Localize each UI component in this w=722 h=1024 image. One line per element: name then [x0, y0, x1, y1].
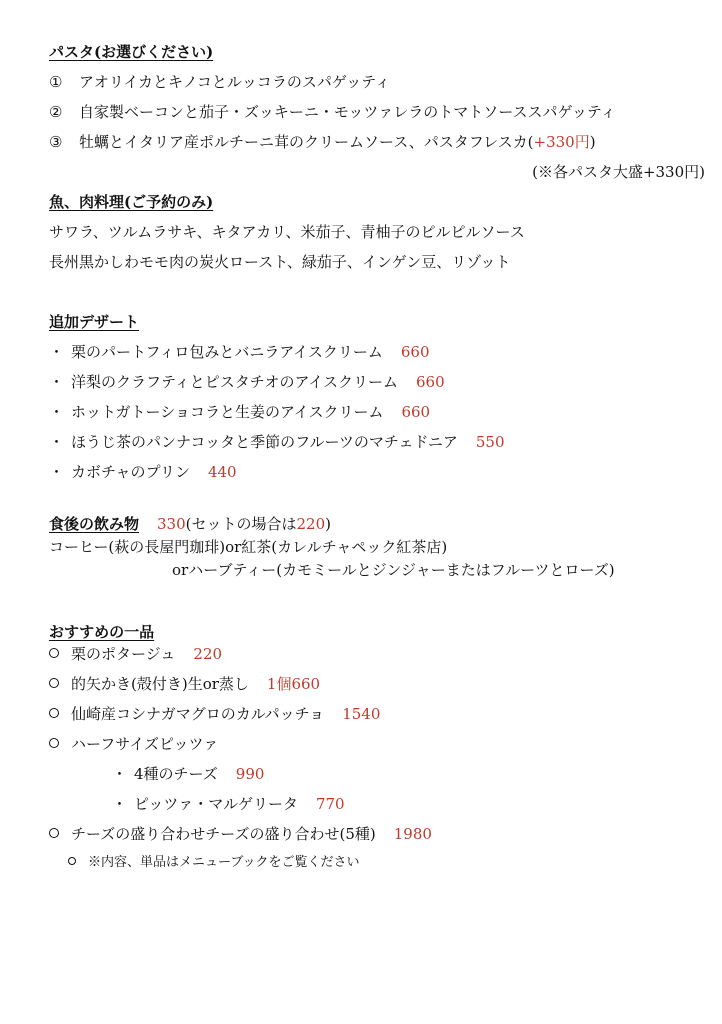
recommend-name: ハーフサイズピッツァ: [71, 735, 219, 753]
drinks-line-1: コーヒー(萩の長屋門珈琲)or紅茶(カレルチャペック紅茶店): [49, 538, 448, 556]
pasta-item-number: ③: [49, 133, 63, 151]
dessert-item: [49, 372, 445, 392]
pizza-item: [112, 794, 345, 814]
recommend-item: [49, 704, 380, 724]
circle-bullet-icon: [49, 708, 59, 718]
pasta-item-text: 牡蠣とイタリア産ポルチーニ茸のクリームソース、パスタフレスカ(: [79, 133, 534, 151]
recommend-price: 1540: [342, 705, 381, 723]
dessert-name: ほうじ茶のパンナコッタと季節のフルーツのマチェドニア: [71, 433, 458, 451]
recommend-item: [49, 674, 320, 694]
dessert-name: 栗のパートフィロ包みとバニラアイスクリーム: [71, 343, 383, 361]
dessert-price: 440: [207, 463, 237, 481]
pasta-item-text: 自家製ベーコンと茄子・ズッキーニ・モッツァレラのトマトソーススパゲッティ: [79, 103, 616, 121]
bullet: ・: [112, 765, 128, 783]
drinks-price: 330: [157, 515, 186, 533]
drinks-heading: 食後の飲み物: [49, 515, 140, 533]
drinks-line-2: orハーブティー(カモミールとジンジャーまたはフルーツとローズ): [172, 561, 615, 579]
recommend-item: [49, 734, 218, 754]
bullet: ・: [112, 795, 128, 813]
dessert-price: 660: [401, 403, 431, 421]
recommend-name: 仙崎産コシナガマグロのカルパッチョ: [71, 705, 325, 723]
dessert-price: 660: [400, 343, 430, 361]
pasta-item-close: ): [589, 133, 596, 151]
pasta-note: (※各パスタ大盛+330円): [532, 163, 705, 181]
pizza-name: 4種のチーズ: [134, 765, 218, 783]
bullet: ・: [49, 433, 65, 451]
dessert-item: [49, 402, 430, 422]
fish-meat-line: 長州黒かしわモモ肉の炭火ロースト、緑茄子、インゲン豆、リゾット: [49, 253, 511, 271]
fish-meat-line: サワラ、ツルムラサキ、キタアカリ、米茄子、青柚子のピルピルソース: [49, 223, 525, 241]
dessert-item: [49, 342, 430, 362]
pizza-name: ピッツァ・マルゲリータ: [134, 795, 298, 813]
recommend-item: [49, 644, 222, 664]
dessert-name: 洋梨のクラフティとピスタチオのアイスクリーム: [71, 373, 399, 391]
recommend-price: 1個660: [266, 675, 321, 693]
circle-bullet-icon: [49, 738, 59, 748]
bullet: ・: [49, 343, 65, 361]
fish-meat-heading: 魚、肉料理(ご予約のみ): [49, 193, 214, 211]
recommend-note-text: ※内容、単品はメニューブックをご覧ください: [88, 855, 360, 870]
recommend-price: 220: [193, 645, 223, 663]
pizza-price: 770: [315, 795, 345, 813]
circle-bullet-icon: [49, 648, 59, 658]
dessert-name: ホットガトーショコラと生姜のアイスクリーム: [71, 403, 384, 421]
circle-bullet-icon: [49, 678, 59, 688]
recommend-name: 栗のポタージュ: [71, 645, 176, 663]
circle-bullet-icon: [68, 857, 76, 865]
pasta-item-1: [49, 72, 390, 92]
pasta-item-price: +330円: [533, 133, 590, 151]
cheese-name: チーズの盛り合わせチーズの盛り合わせ(5種): [71, 825, 376, 843]
dessert-item: [49, 462, 237, 482]
pizza-item: [112, 764, 264, 784]
dessert-name: カボチャのプリン: [71, 463, 190, 481]
recommend-name: 的矢かき(殻付き)生or蒸し: [71, 675, 249, 693]
bullet: ・: [49, 373, 65, 391]
pasta-heading: パスタ(お選びください): [49, 43, 214, 61]
pasta-item-number: ①: [49, 73, 63, 91]
dessert-item: [49, 432, 505, 452]
bullet: ・: [49, 463, 65, 481]
pasta-item-2: [49, 102, 616, 122]
recommend-item: [49, 824, 432, 844]
bullet: ・: [49, 403, 65, 421]
recommend-heading: おすすめの一品: [49, 623, 155, 641]
drinks-set-price: 220: [296, 515, 326, 533]
drinks-set-note: (セットの場合は: [185, 515, 297, 533]
recommend-note: [68, 853, 359, 873]
pasta-item-3: [49, 132, 596, 152]
drinks-set-close: ): [325, 515, 332, 533]
dessert-heading: 追加デザート: [49, 313, 140, 331]
pizza-price: 990: [235, 765, 265, 783]
circle-bullet-icon: [49, 828, 59, 838]
dessert-price: 550: [475, 433, 505, 451]
dessert-price: 660: [416, 373, 445, 391]
pasta-item-number: ②: [49, 103, 63, 121]
drinks-header-row: [49, 514, 331, 534]
pasta-item-text: アオリイカとキノコとルッコラのスパゲッティ: [79, 73, 391, 91]
cheese-price: 1980: [393, 825, 432, 843]
